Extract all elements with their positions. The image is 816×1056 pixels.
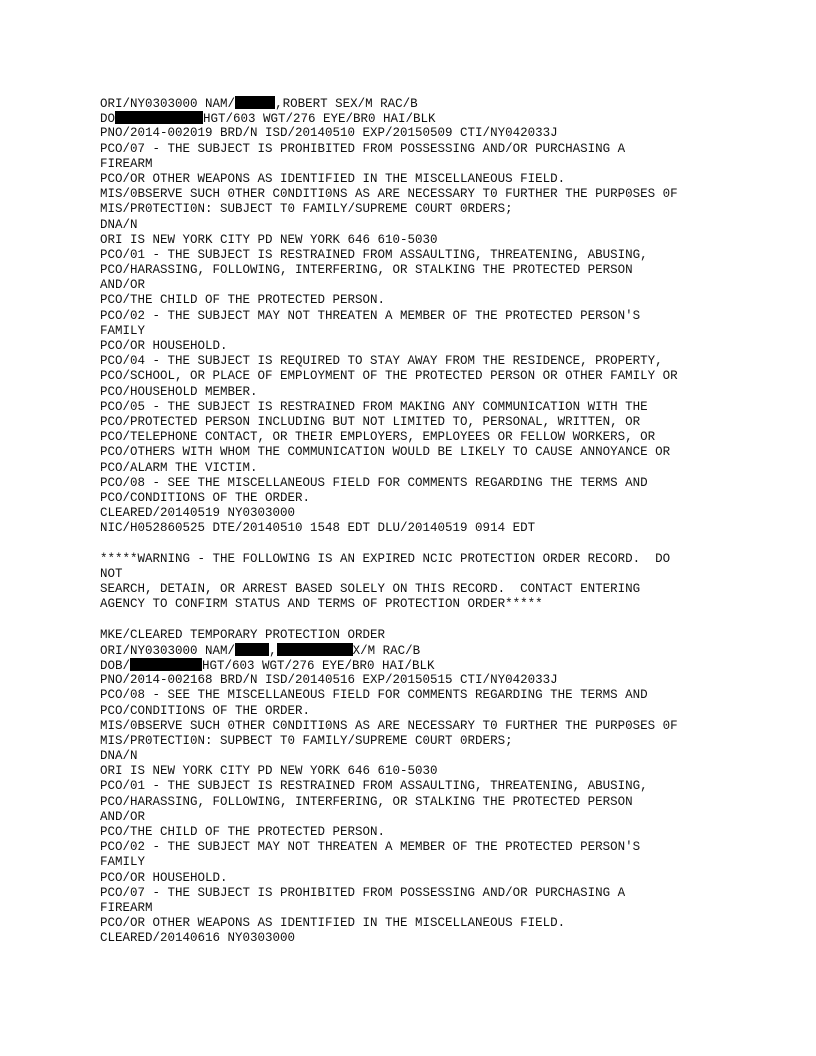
ori-field: ORI/NY0303000	[100, 97, 198, 111]
record-2	[100, 628, 790, 947]
record-line: PCO/02 - THE SUBJECT MAY NOT THREATEN A MEMBER OF THE PROTECTED PERSON'S	[100, 840, 641, 855]
record-line: PCO/04 - THE SUBJECT IS REQUIRED TO STAY AWAY FROM THE RESIDENCE, PROPERTY,	[100, 354, 663, 369]
expired-record-warning	[100, 552, 790, 613]
record-line: PCO/08 - SEE THE MISCELLANEOUS FIELD FOR COMMENTS REGARDING THE TERMS AND	[100, 688, 648, 703]
sex-race-field: SEX/M RAC/B	[335, 97, 418, 111]
record-line: MIS/0BSERVE SUCH 0THER C0NDITI0NS AS ARE NECESSARY T0 FURTHER THE PURP0SES 0F	[100, 718, 678, 733]
record-line: PCO/02 - THE SUBJECT MAY NOT THREATEN A MEMBER OF THE PROTECTED PERSON'S	[100, 308, 641, 323]
record-line: PCO/01 - THE SUBJECT IS RESTRAINED FROM ASSAULTING, THREATENING, ABUSING,	[100, 779, 648, 794]
record-line: PCO/05 - THE SUBJECT IS RESTRAINED FROM MAKING ANY COMMUNICATION WITH THE	[100, 399, 648, 414]
record-line: PCO/HARASSING, FOLLOWING, INTERFERING, OR STALKING THE PROTECTED PERSON	[100, 263, 633, 278]
redaction-block	[235, 96, 275, 109]
redaction-block	[277, 643, 353, 656]
record-line: AND/OR	[100, 809, 146, 824]
warning-line: SEARCH, DETAIN, OR ARREST BASED SOLELY ON THIS RECORD. CONTACT ENTERING	[100, 582, 641, 596]
record-line: PCO/THE CHILD OF THE PROTECTED PERSON.	[100, 293, 386, 308]
record-line: PCO/THE CHILD OF THE PROTECTED PERSON.	[100, 825, 386, 839]
warning-line: NOT	[100, 566, 123, 581]
record-line: PCO/08 - SEE THE MISCELLANEOUS FIELD FOR COMMENTS REGARDING THE TERMS AND	[100, 475, 648, 490]
sex-race-field: X/M RAC/B	[352, 643, 421, 658]
name-comma: ,	[269, 643, 277, 658]
record-line: PCO/07 - THE SUBJECT IS PROHIBITED FROM POSSESSING AND/OR PURCHASING A	[100, 141, 626, 156]
redaction-block	[115, 111, 203, 124]
record-line: DNA/N	[100, 217, 138, 232]
record-line: PNO/2014-002168 BRD/N ISD/20140516 EXP/20150515 CTI/NY042033J	[100, 673, 558, 688]
record-line: PCO/HARASSING, FOLLOWING, INTERFERING, OR STALKING THE PROTECTED PERSON	[100, 794, 633, 809]
record-1	[100, 96, 790, 536]
record-line: PCO/01 - THE SUBJECT IS RESTRAINED FROM ASSAULTING, THREATENING, ABUSING,	[100, 247, 648, 262]
record-line: NIC/H052860525 DTE/20140510 1548 EDT DLU/20140519 0914 EDT	[100, 521, 536, 536]
record-line: FIREARM	[100, 156, 153, 171]
name-label: NAM/	[205, 643, 236, 658]
physical-description: HGT/603 WGT/276 EYE/BR0 HAI/BLK	[202, 658, 435, 673]
record-line: CLEARED/20140519 NY0303000	[100, 506, 296, 521]
record-line: PCO/OR HOUSEHOLD.	[100, 339, 228, 353]
name-suffix: ,ROBERT	[275, 97, 328, 111]
ori-field: ORI/NY0303000	[100, 643, 198, 658]
record-line: PCO/OTHERS WITH WHOM THE COMMUNICATION WOULD BE LIKELY TO CAUSE ANNOYANCE OR	[100, 445, 671, 460]
record-line: AND/OR	[100, 278, 146, 293]
ncic-record-document	[100, 96, 790, 947]
record-line: PNO/2014-002019 BRD/N ISD/20140510 EXP/20150509 CTI/NY042033J	[100, 126, 558, 141]
record-line: FAMILY	[100, 323, 146, 338]
dob-label: DO	[100, 112, 116, 127]
record-line: PCO/CONDITIONS OF THE ORDER.	[100, 490, 311, 505]
record-line: PCO/HOUSEHOLD MEMBER.	[100, 384, 258, 399]
record-line: PCO/TELEPHONE CONTACT, OR THEIR EMPLOYERS, EMPLOYEES OR FELLOW WORKERS, OR	[100, 430, 656, 445]
record-2-header-line	[100, 643, 790, 658]
record-line: DNA/N	[100, 749, 138, 764]
record-line: MIS/PR0TECTI0N: SUBJECT T0 FAMILY/SUPREME C0URT 0RDERS;	[100, 202, 513, 217]
record-1-dob-line	[100, 111, 790, 126]
record-line: PCO/PROTECTED PERSON INCLUDING BUT NOT LIMITED TO, PERSONAL, WRITTEN, OR	[100, 414, 641, 429]
redaction-block	[235, 643, 269, 656]
warning-line: AGENCY TO CONFIRM STATUS AND TERMS OF PROTECTION ORDER*****	[100, 597, 543, 612]
spacer	[100, 536, 790, 551]
spacer	[100, 612, 790, 627]
record-line: FIREARM	[100, 900, 153, 915]
name-label: NAM/	[205, 97, 236, 111]
record-line: ORI IS NEW YORK CITY PD NEW YORK 646 610-5030	[100, 232, 438, 247]
record-line: FAMILY	[100, 855, 146, 870]
record-line: PCO/SCHOOL, OR PLACE OF EMPLOYMENT OF THE PROTECTED PERSON OR OTHER FAMILY OR	[100, 369, 678, 384]
message-key-line: MKE/CLEARED TEMPORARY PROTECTION ORDER	[100, 627, 386, 642]
record-line: PCO/OR OTHER WEAPONS AS IDENTIFIED IN THE MISCELLANEOUS FIELD.	[100, 916, 566, 931]
record-line: PCO/07 - THE SUBJECT IS PROHIBITED FROM POSSESSING AND/OR PURCHASING A	[100, 885, 626, 900]
record-line: PCO/OR HOUSEHOLD.	[100, 870, 228, 885]
physical-description: HGT/603 WGT/276 EYE/BR0 HAI/BLK	[203, 112, 436, 127]
record-line: MIS/PR0TECTI0N: SUPBECT T0 FAMILY/SUPREME C0URT 0RDERS;	[100, 733, 513, 748]
record-line: PCO/ALARM THE VICTIM.	[100, 460, 258, 475]
record-1-header-line	[100, 96, 790, 111]
record-line: MIS/0BSERVE SUCH 0THER C0NDITI0NS AS ARE NECESSARY T0 FURTHER THE PURP0SES 0F	[100, 187, 678, 202]
record-line: CLEARED/20140616 NY0303000	[100, 931, 296, 946]
record-2-dob-line	[100, 658, 790, 673]
dob-label: DOB/	[100, 658, 131, 673]
record-line: ORI IS NEW YORK CITY PD NEW YORK 646 610-5030	[100, 764, 438, 779]
record-line: PCO/CONDITIONS OF THE ORDER.	[100, 703, 311, 718]
redaction-block	[130, 658, 202, 671]
record-line: PCO/OR OTHER WEAPONS AS IDENTIFIED IN THE MISCELLANEOUS FIELD.	[100, 171, 566, 186]
warning-line: *****WARNING - THE FOLLOWING IS AN EXPIRED NCIC PROTECTION ORDER RECORD. DO	[100, 551, 671, 566]
